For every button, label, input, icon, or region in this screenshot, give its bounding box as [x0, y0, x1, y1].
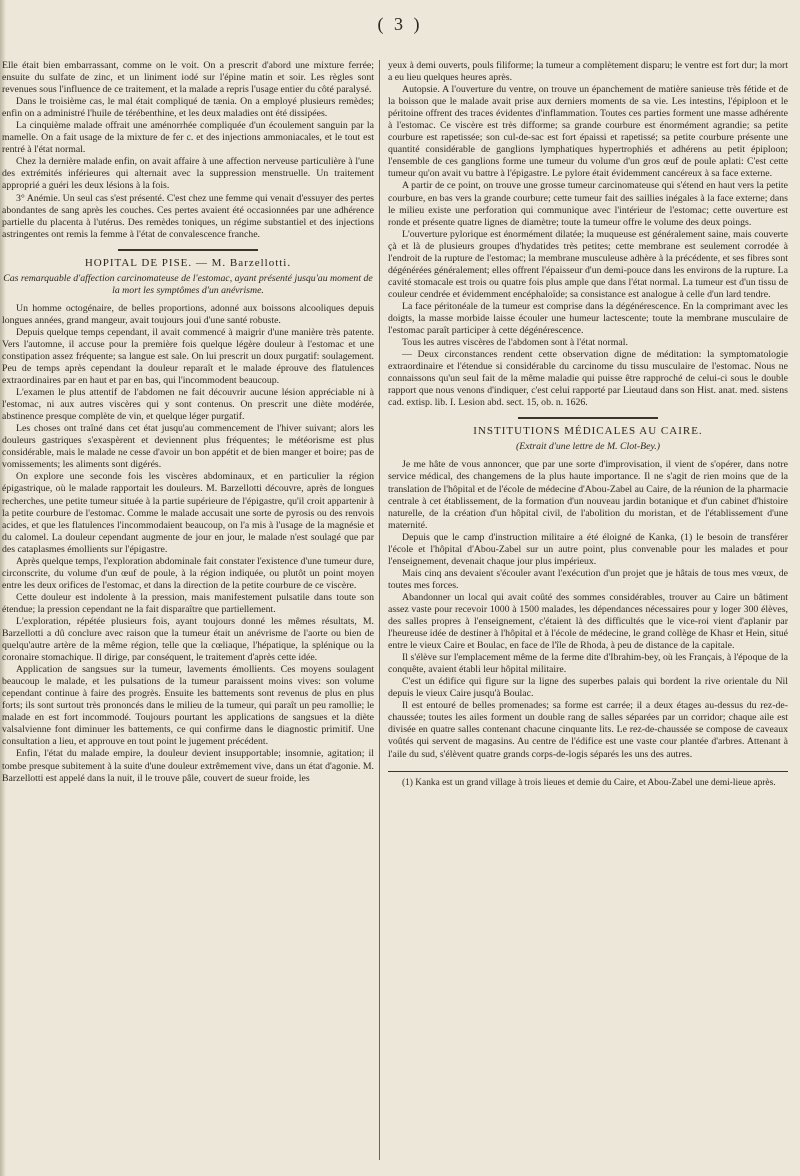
paragraph: Il s'élève sur l'emplacement même de la ferme dite d'Ibrahim-bey, où les Français, à l'époque de la conquête, avaient établi leur hôpital militaire.	[388, 652, 788, 676]
paragraph: Les choses ont traîné dans cet état jusqu'au commencement de l'hiver suivant; alors les douleurs gastriques s'exaspèrent et deviennent plus fréquentes; le météorisme est plus considérable, mais le malade ne cesse d'avoir un bon appétit et de bien manger et boire; pas de vomissements; les aliments sont digérés.	[2, 423, 374, 471]
paragraph: Application de sangsues sur la tumeur, lavements émollients. Ces moyens soulagent beaucoup le malade, et les pulsations de la tumeur paraissent moins vives: son volume cependant continue à faire des progrès. Ensuite les battements sont revenus de plus en plus forts; ils sont surtout très prononcés dans le milieu de la tumeur, qui paraît un peu ramollie; le malade en est fort incommodé. Toujours pourtant les applications de sangsues et la diète valsalvienne font diminuer les battements, ce qui confirme dans le diagnostic primitif. Une consultation a lieu, et approuve en tout point le jugement précédent.	[2, 664, 374, 748]
paragraph: yeux à demi ouverts, pouls filiforme; la tumeur a complètement disparu; le ventre est fort dur; la mort a eu lieu quelques heures après.	[388, 60, 788, 84]
paragraph: Mais cinq ans devaient s'écouler avant l'exécution d'un projet que je hâtais de tous mes vœux, de toutes mes forces.	[388, 567, 788, 591]
paragraph: Enfin, l'état du malade empire, la douleur devient insupportable; insomnie, agitation; il tombe presque subitement à la suite d'une douleur extrêmement vive, dans un état d'agonie. M. Barzellotti est appelé dans la nuit, il le trouve pâle, couvert de sueur froide, les	[2, 748, 374, 784]
paragraph: L'examen le plus attentif de l'abdomen ne fait découvrir aucune lésion appréciable ni à l'estomac, ni aux autres viscères qui y sont contenus. On prescrit une diète modérée, abstinence presque complète de vin, et quelque léger purgatif.	[2, 387, 374, 423]
paragraph: L'ouverture pylorique est énormément dilatée; la muqueuse est généralement saine, mais couverte çà et là de plusieurs groupes d'hydatides très petites; cette membrane est seulement corrodée à l'endroit de la rupture de l'estomac; la membrane musculeuse adhère à la précédente, et ses fibres sont dégénérées généralement; elles offrent l'épaisseur d'un demi-pouce dans les environs de la rupture. La cavité stomacale est trois ou quatre fois plus ample que dans l'état normal. La tumeur est d'un tissu de couleur cendrée et évidemment encéphaloïde; sa consistance est analogue à celle d'un lard tendre.	[388, 228, 788, 300]
cairo-section	[388, 459, 788, 760]
paragraph: Abandonner un local qui avait coûté des sommes considérables, trouver au Caire un bâtiment assez vaste pour recevoir 1000 à 1500 malades, les dépendances nécessaires pour y loger 300 élèves, des salles propres à l'enseignement, c'étaient là des difficultés que le vice-roi vient d'aplanir par l'heureuse idée de destiner à l'hôpital et à l'école de médecine, le grand collège de Khasr et Hein, situé entre le vieux Caire et Boulac, en face de l'île de Rhoda, à peu de distance de la capitale.	[388, 591, 788, 652]
section-title-caire: INSTITUTIONS MÉDICALES AU CAIRE.	[473, 425, 703, 438]
left-column	[2, 60, 374, 1164]
section-subtitle-caire: (Extrait d'une lettre de M. Clot-Bey.)	[515, 441, 661, 453]
paragraph: La cinquième malade offrait une aménorrhée compliquée d'un écoulement sanguin par la mamelle. On a fait usage de la mixture de fer c. et des injections ammoniacales, et le tout est rentré à l'état normal.	[2, 120, 374, 156]
paragraph: Un homme octogénaire, de belles proportions, adonné aux boissons alcooliques depuis longues années, grand mangeur, avait toujours joui d'une santé robuste.	[2, 302, 374, 326]
paragraph: A partir de ce point, on trouve une grosse tumeur carcinomateuse qui s'étend en haut vers la petite courbure, en bas vers la grande courbure; cette tumeur fait des saillies inégales à la face externe; dans le milieu existe une perforation qui communique avec l'intérieur de l'estomac; cette ouverture est ronde et présente quatre lignes de diamètre; toute la tumeur offre le volume des deux poings.	[388, 180, 788, 228]
footnote: (1) Kanka est un grand village à trois lieues et demie du Caire, et Abou-Zabel une demi-lieue après.	[402, 777, 776, 788]
paragraph: 3° Anémie. Un seul cas s'est présenté. C'est chez une femme qui venait d'essuyer des pertes abondantes de sang après les couches. Ces pertes avaient été occasionnées par une adhérence partielle du placenta à l'utérus. Des remèdes toniques, un régime substantiel et des injections astringentes ont remis la femme à l'état de convalescence franche.	[2, 192, 374, 240]
paragraph: Depuis que le camp d'instruction militaire a été éloigné de Kanka, (1) le besoin de transférer l'école et l'hôpital d'Abou-Zabel sur un autre point, plus convenable pour les malades et pour l'enseignement, devenait chaque jour plus impérieux.	[388, 531, 788, 567]
paragraph: Autopsie. A l'ouverture du ventre, on trouve un épanchement de matière sanieuse très fétide et de la boisson que le malade avait prise aux derniers moments de sa vie. Les intestins, l'épiploon et le péritoine offrent des traces évidentes d'inflammation. Toutes ces parties forment une masse adhérente à l'estomac. Ce viscère est très difforme; sa grande courbure est énormément agrandie; sa petite courbure est rapetissée; son cul-de-sac est fort épaissi et rapetissé; sa petite courbure présente une quantité considérable de ganglions lymphatiques hypertrophiés et adhérens au petit épiploon; l'ensemble de ces ganglions forme une tumeur du volume d'un gros œuf de poule aplati: C'est cette tumeur qu'on avait vu battre à l'épigastre. Le pylore était évidemment cancéreux à sa face externe.	[388, 84, 788, 180]
paragraph: Tous les autres viscères de l'abdomen sont à l'état normal.	[402, 337, 628, 349]
section-rule	[118, 249, 258, 251]
paragraph: On explore une seconde fois les viscères abdominaux, et en particulier la région épigastrique, où le malade rapportait les douleurs. M. Barzellotti découvre, après de longues recherches, une petite tumeur située à la partie supérieure de l'épigastre, qu'il croit appartenir à la petite courbure de l'estomac. Comme le malade accusait une sorte de pyrosis ou des renvois acides, et que les flatulences l'incommodaient beaucoup, on l'a mis à l'usage de la magnésie et du calomel. La douleur cependant augmente de jour en jour, le malade n'est soulagé que par des cataplasmes émollients sur l'épigastre.	[2, 471, 374, 555]
paragraph: La face péritonéale de la tumeur est comprise dans la dégénérescence. En la comprimant avec les doigts, la masse morbide laisse écouler une humeur lactescente; toute la membrane musculaire de l'estomac paraît participer à cette dégénérescence.	[388, 300, 788, 337]
paragraph: C'est un édifice qui figure sur la ligne des superbes palais qui bordent la rive orientale du Nil depuis le vieux Caire jusqu'à Boulac.	[388, 676, 788, 700]
footnote-rule	[388, 771, 788, 772]
paragraph: Dans le troisième cas, le mal était compliqué de tænia. On a employé plusieurs remèdes; enfin on a administré l'huile de térébenthine, et les deux maladies ont été dissipées.	[2, 96, 374, 120]
paragraph: Elle était bien embarrassant, comme on le voit. On a prescrit d'abord une mixture ferrée; ensuite du sulfate de zinc, et un liniment iodé sur l'épine matin et soir. Les règles sont revenues sous l'influence de ce traitement, et la malade a repris l'usage entier du côté paralysé.	[2, 60, 374, 96]
paragraph: Depuis quelque temps cependant, il avait commencé à maigrir d'une manière très patente. Vers l'automne, il accuse pour la première fois quelque légère douleur à l'estomac et une constipation assez fréquente; sa langue est sale. On lui prescrit un doux purgatif: soulagement. Peu de temps après cependant la douleur reparaît et le malade éprouve des flatulences extraordinaires par en haut et par en bas, qui l'incommodent beaucoup.	[2, 326, 374, 387]
paragraph: Je me hâte de vous annoncer, que par une sorte d'improvisation, il vient de s'opérer, dans notre service médical, des changemens de la plus haute importance. Il ne s'agit de rien moins que de la translation de l'hôpital et de l'école de médecine d'Abou-Zabel au Caire, de la réunion de la pharmacie centrale à cet établissement, de la formation d'un nouveau jardin botanique et d'un cabinet d'histoire naturelle, de la création d'un hôpital civil, de l'abolition du moristan, et de l'établissement d'une maternité.	[388, 459, 788, 531]
page-number: ( 3 )	[377, 14, 423, 34]
paragraph: L'exploration, répétée plusieurs fois, ayant toujours donné les mêmes résultats, M. Barzellotti a dû conclure avec raison que la tumeur était un anévrisme de l'aorte ou bien de quelqu'autre artère de la même région, telle que la cœliaque, l'hépatique, la splénique ou la coronaire stomachique. Il dirige, par conséquent, le traitement d'après cette idée.	[2, 615, 374, 664]
paragraph: Chez la dernière malade enfin, on avait affaire à une affection nerveuse particulière à l'une des extrémités inférieures qui alternait avec la suppression menstruelle. Un traitement approprié a guéri les deux lésions à la fois.	[2, 156, 374, 192]
paragraph: Cette douleur est indolente à la pression, mais manifestement pulsatile dans toute son étendue; la pression cependant ne la fait disparaître que partiellement.	[2, 591, 374, 615]
right-column	[388, 60, 788, 1164]
column-divider	[379, 60, 380, 1160]
paragraph: Il est entouré de belles promenades; sa forme est carrée; il a deux étages au-dessus du rez-de-chaussée; toutes les ailes forment un double rang de salles séparées par un corridor; chaque aile est divisée en quatre salles contenant chacune cinquante lits. Le rez-de-chaussée se compose de caveaux voûtés qui servent de magasins. Au centre de l'édifice est une vaste cour plantée d'arbres. Attenant à l'aile du sud, s'élèvent quatre grands corps-de-logis séparés les uns des autres.	[388, 700, 788, 760]
section-subtitle-pise: Cas remarquable d'affection carcinomateuse de l'estomac, ayant présenté jusqu'au moment de la mort les symptômes d'un anévrisme.	[3, 272, 373, 296]
section-title-pise: HOPITAL DE PISE. — M. Barzellotti.	[84, 256, 292, 269]
paragraph: — Deux circonstances rendent cette observation digne de méditation: la symptomatologie extraordinaire et l'étendue si considérable du carcinome du tissu musculaire de l'estomac. Nous ne connaissons qu'un seul fait de la même maladie qui puisse être rapproché de celui-ci sous le double rapport que nous venons d'indiquer, c'est celui rapporté par Lieutaud dans son Hist. anat. med. sistens cad. extisp. lib. I. Lesion abd. sect. 15, ob. n. 1626.	[388, 349, 788, 409]
intro-section	[2, 60, 374, 241]
section-rule	[518, 417, 658, 419]
case-section	[2, 303, 374, 785]
autopsy-section	[388, 84, 788, 409]
paragraph: Après quelque temps, l'exploration abdominale fait constater l'existence d'une tumeur dure, circonscrite, du volume d'un œuf de poule, à la région indiquée, ou plutôt un point moyen entre les deux orifices de l'estomac, et dans la direction de la petite courbure de ce viscère.	[2, 555, 374, 591]
